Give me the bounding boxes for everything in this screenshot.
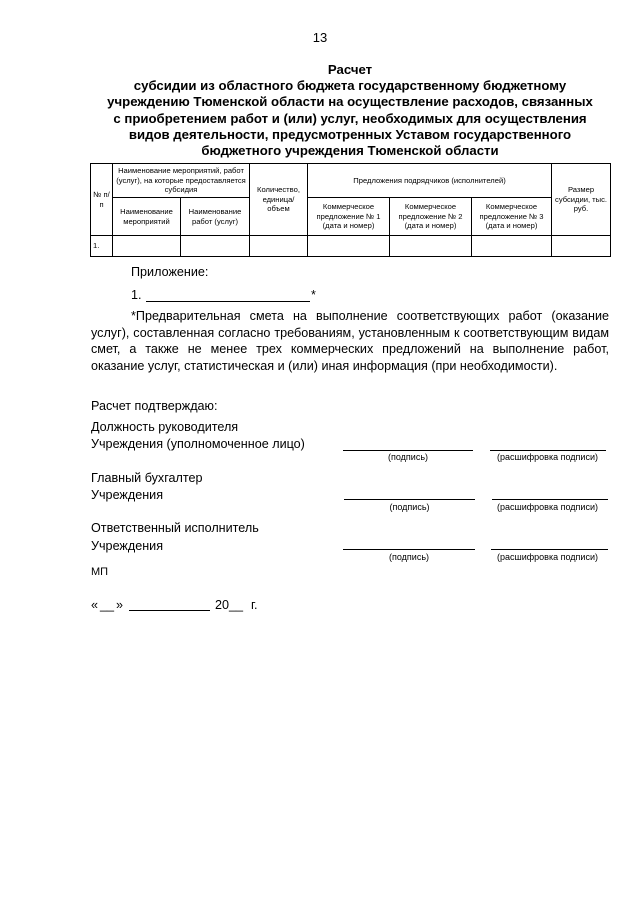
date-month-line[interactable]: [129, 610, 210, 611]
accountant-signature-line[interactable]: [344, 499, 475, 500]
date-close-quote: »: [116, 598, 124, 612]
header-proposals-group: Предложения подрядчиков (исполнителей): [308, 164, 552, 198]
table-cell[interactable]: [113, 236, 181, 257]
appendix-label: Приложение:: [131, 265, 209, 279]
decoding-caption: (расшифровка подписи): [497, 502, 598, 512]
signature-caption: (подпись): [387, 452, 429, 462]
table-cell[interactable]: [181, 236, 250, 257]
header-names-group: Наименование мероприятий, работ (услуг), на которые предоставляется субсидия: [113, 164, 250, 198]
header-num: № п/п: [91, 164, 113, 236]
accountant-institution-label: Учреждения: [91, 488, 164, 502]
decoding-caption: (расшифровка подписи): [497, 552, 598, 562]
executor-institution-label: Учреждения: [91, 539, 164, 553]
appendix-item-asterisk: *: [311, 288, 316, 302]
date-day-blank: __: [100, 598, 115, 612]
date-open-quote: «: [91, 598, 99, 612]
executor-decoding-line[interactable]: [491, 549, 608, 550]
header-quantity: Количество, единица/ объем: [250, 164, 308, 236]
confirm-label: Расчет подтверждаю:: [91, 399, 218, 413]
date-year-prefix: 20: [215, 598, 230, 612]
document-title: [88, 62, 612, 159]
header-offer-2: Коммерческое предложение № 2 (дата и номер): [390, 198, 472, 236]
title-line: бюджетного учреждения Тюменской области: [201, 143, 499, 159]
appendix-item-num: 1.: [131, 288, 142, 302]
date-year-suffix: г.: [251, 598, 258, 612]
table-cell[interactable]: [472, 236, 552, 257]
header-event-name: Наименование мероприятий: [113, 198, 181, 236]
signature-caption: (подпись): [389, 502, 430, 512]
subsidy-table: [90, 163, 611, 257]
accountant-label: Главный бухгалтер: [91, 471, 203, 485]
stamp-label: МП: [91, 566, 109, 578]
header-amount: Размер субсидии, тыс. руб.: [552, 164, 611, 236]
header-work-name: Наименование работ (услуг): [181, 198, 250, 236]
table-cell[interactable]: [390, 236, 472, 257]
accountant-decoding-line[interactable]: [492, 499, 608, 500]
table-cell[interactable]: [552, 236, 611, 257]
head-signature-line[interactable]: [343, 450, 473, 451]
date-year-blank: __: [229, 598, 244, 612]
head-institution-label: Учреждения (уполномоченное лицо): [91, 437, 305, 451]
header-offer-1: Коммерческое предложение № 1 (дата и номер): [308, 198, 390, 236]
title-line: субсидии из областного бюджета государственному бюджетному: [133, 78, 567, 94]
table-cell[interactable]: [250, 236, 308, 257]
decoding-caption: (расшифровка подписи): [497, 452, 598, 462]
head-decoding-line[interactable]: [490, 450, 606, 451]
title-line: Расчет: [327, 62, 373, 77]
signature-caption: (подпись): [388, 552, 430, 562]
page-number: 13: [312, 30, 328, 45]
table-row: [91, 236, 611, 257]
executor-signature-line[interactable]: [343, 549, 475, 550]
title-line: учреждению Тюменской области на осуществление расходов, связанных: [107, 94, 593, 110]
row-num: 1.: [91, 236, 113, 257]
title-line: с приобретением работ и (или) услуг, необходимых для осуществления: [113, 110, 587, 126]
head-position-label: Должность руководителя: [91, 420, 239, 434]
appendix-item-line[interactable]: [146, 301, 310, 302]
appendix-note: *Предварительная смета на выполнение соответствующих работ (оказание услуг), составленная согласно требованиям, установленным к соответствующим видам смет, а также не менее трех коммерческих предложений на выполнение работ, оказание услуг, статистическая и (или) иная информация (при необходимости).: [91, 309, 609, 373]
header-offer-3: Коммерческое предложение № 3 (дата и номер): [472, 198, 552, 236]
table-cell[interactable]: [308, 236, 390, 257]
title-line: видов деятельности, предусмотренных Уставом государственного: [128, 126, 572, 142]
executor-label: Ответственный исполнитель: [91, 521, 259, 535]
